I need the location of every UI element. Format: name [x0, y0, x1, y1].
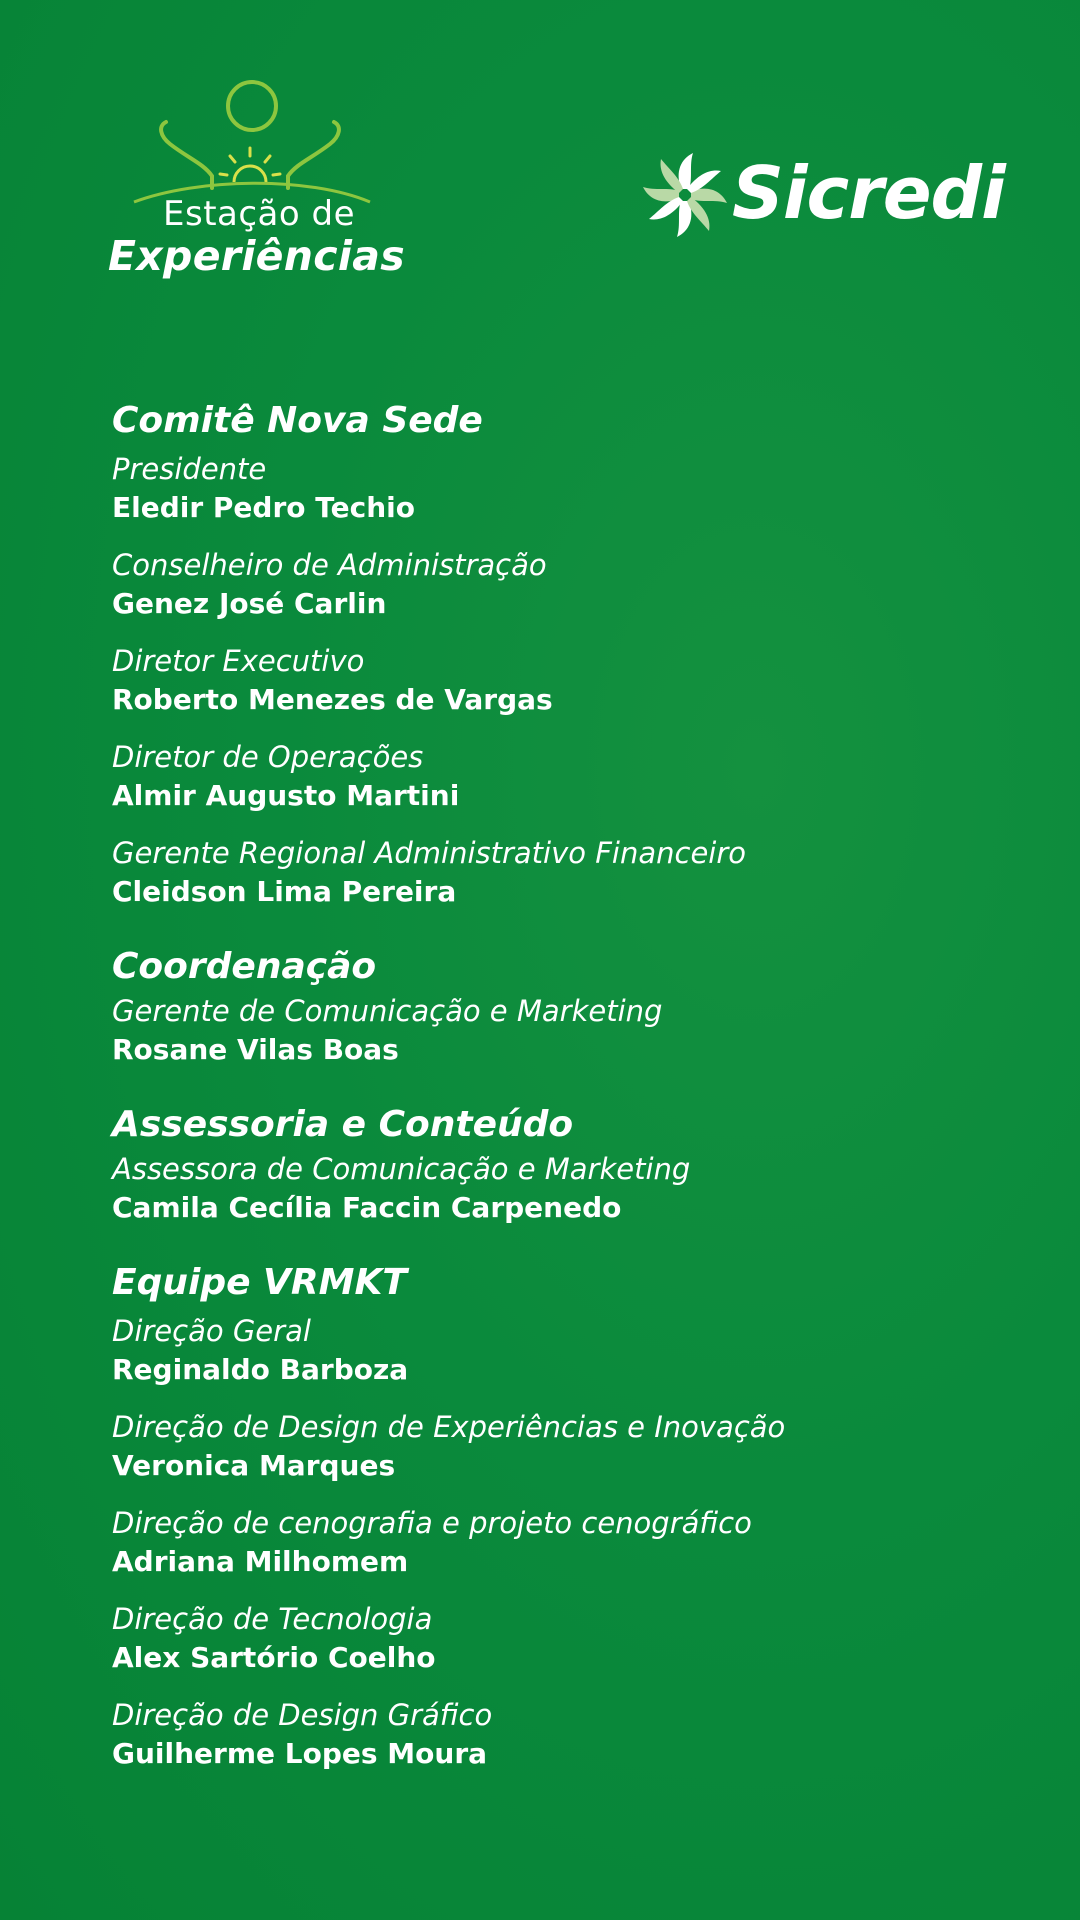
section-assessoria-e-conteudo — [112, 1100, 1012, 1228]
credit-name: Alex Sartório Coelho — [112, 1641, 436, 1674]
section-coordenacao — [112, 942, 1012, 1070]
credit-name: Roberto Menezes de Vargas — [112, 683, 553, 716]
credit-name: Camila Cecília Faccin Carpenedo — [112, 1191, 622, 1224]
credit-entry — [112, 642, 1012, 720]
credit-name: Almir Augusto Martini — [112, 779, 460, 812]
credits-list — [112, 396, 1012, 1804]
sicredi-logo — [640, 150, 1005, 240]
credit-role: Direção Geral — [112, 1314, 311, 1348]
credit-role: Direção de Design Gráfico — [112, 1698, 493, 1732]
credit-entry — [112, 992, 1012, 1070]
credit-role: Conselheiro de Administração — [112, 548, 547, 582]
credit-role: Direção de cenografia e projeto cenográfico — [112, 1506, 752, 1540]
section-comite-nova-sede — [112, 396, 1012, 912]
section-title: Assessoria e Conteúdo — [112, 1104, 574, 1145]
credit-entry — [112, 1312, 1012, 1390]
estacao-de-experiencias-logo — [108, 76, 405, 286]
credit-name: Guilherme Lopes Moura — [112, 1737, 488, 1770]
credit-entry — [112, 1408, 1012, 1486]
credit-name: Eledir Pedro Techio — [112, 491, 415, 524]
credit-role: Direção de Tecnologia — [112, 1602, 433, 1636]
credit-name: Adriana Milhomem — [112, 1545, 409, 1578]
person-sun-icon — [108, 76, 398, 206]
credit-name: Cleidson Lima Pereira — [112, 875, 457, 908]
credit-entry — [112, 1600, 1012, 1678]
header — [0, 0, 1080, 300]
credit-role: Presidente — [112, 452, 267, 486]
credit-role: Assessora de Comunicação e Marketing — [112, 1152, 691, 1186]
sicredi-wordmark: Sicredi — [732, 151, 1005, 235]
credit-role: Diretor de Operações — [112, 740, 424, 774]
section-title: Comitê Nova Sede — [112, 400, 483, 441]
credit-entry — [112, 834, 1012, 912]
estacao-logo-line1: Estação de — [163, 194, 355, 234]
credit-name: Genez José Carlin — [112, 587, 387, 620]
credit-entry — [112, 1696, 1012, 1774]
section-title: Coordenação — [112, 946, 377, 987]
credit-entry — [112, 450, 1012, 528]
credit-role: Direção de Design de Experiências e Inovação — [112, 1410, 786, 1444]
credit-entry — [112, 738, 1012, 816]
credit-role: Gerente de Comunicação e Marketing — [112, 994, 663, 1028]
credit-name: Rosane Vilas Boas — [112, 1033, 399, 1066]
section-title: Equipe VRMKT — [112, 1262, 407, 1303]
credit-entry — [112, 1504, 1012, 1582]
sicredi-pinwheel-icon — [640, 150, 730, 240]
credit-name: Veronica Marques — [112, 1449, 396, 1482]
credit-name: Reginaldo Barboza — [112, 1353, 409, 1386]
credit-entry — [112, 546, 1012, 624]
credit-role: Gerente Regional Administrativo Financeiro — [112, 836, 747, 870]
credit-entry — [112, 1150, 1012, 1228]
estacao-logo-line2: Experiências — [108, 232, 405, 280]
credit-role: Diretor Executivo — [112, 644, 365, 678]
section-equipe-vrmkt — [112, 1258, 1012, 1774]
